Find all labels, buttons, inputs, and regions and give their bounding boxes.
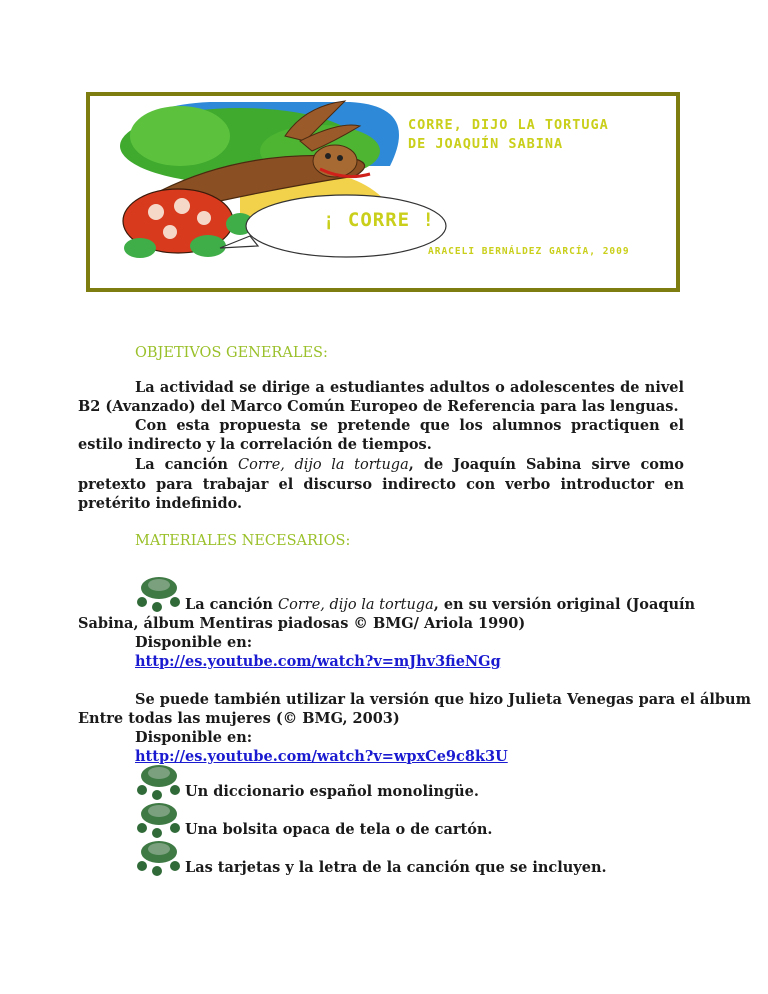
list-item xyxy=(135,800,695,840)
objectives-paragraph-2: Con esta propuesta se pretende que los alumnos practiquen el estilo indirecto y la correlación de tiempos. xyxy=(78,417,684,453)
objectives-paragraph-3 xyxy=(78,455,684,513)
banner-title xyxy=(408,116,668,154)
list-item xyxy=(135,762,695,802)
material-bag: Una bolsita opaca de tela o de cartón. xyxy=(185,821,493,838)
materials-heading: MATERIALES NECESARIOS: xyxy=(135,533,351,549)
material-cards: Las tarjetas y la letra de la canción que se incluyen. xyxy=(185,859,607,876)
turtle-icon xyxy=(135,762,185,802)
song-title: Corre, dijo la tortuga xyxy=(238,457,409,473)
turtle-icon xyxy=(135,838,185,878)
objectives-heading: OBJETIVOS GENERALES: xyxy=(135,345,328,361)
youtube-link-2[interactable]: http://es.youtube.com/watch?v=wpxCe9c8k3U xyxy=(135,748,508,765)
banner-title-line1: CORRE, DIJO LA TORTUGA xyxy=(408,117,609,133)
item1-pre: La canción xyxy=(185,596,279,613)
speech-bubble-text: ¡ CORRE ! xyxy=(323,209,435,231)
p3-pre: La canción xyxy=(135,456,239,473)
title-banner xyxy=(86,92,680,292)
available-label: Disponible en: xyxy=(135,634,253,651)
alternative-version-line1: Se puede también utilizar la versión que hizo Julieta Venegas para el álbum xyxy=(135,691,751,708)
item1-post: , en su versión original (Joaquín xyxy=(433,596,696,613)
material-song-line xyxy=(185,595,695,615)
p3-post: , de Joaquín Sabina sirve como pretexto para trabajar el discurso indirecto con verbo introductor en pretérito indefinido. xyxy=(78,456,684,512)
available-label-2: Disponible en: xyxy=(135,729,253,746)
item1-song-title: Corre, dijo la tortuga xyxy=(278,597,434,613)
alternative-version-line2: Entre todas las mujeres (© BMG, 2003) xyxy=(78,710,400,727)
material-dictionary: Un diccionario español monolingüe. xyxy=(185,783,479,800)
turtle-icon xyxy=(135,574,185,614)
youtube-link-1[interactable]: http://es.youtube.com/watch?v=mJhv3fieNGg xyxy=(135,653,501,670)
turtle-icon xyxy=(135,800,185,840)
objectives-paragraph-1: La actividad se dirige a estudiantes adultos o adolescentes de nivel B2 (Avanzado) del Marco Común Europeo de Referencia para las lenguas. xyxy=(78,379,684,415)
material-song-continuation: Sabina, álbum Mentiras piadosas © BMG/ Ariola 1990) xyxy=(78,615,526,632)
banner-title-line2: DE JOAQUÍN SABINA xyxy=(408,136,564,152)
banner-author: ARACELI BERNÁLDEZ GARCÍA, 2009 xyxy=(428,246,630,257)
list-item xyxy=(135,838,695,878)
